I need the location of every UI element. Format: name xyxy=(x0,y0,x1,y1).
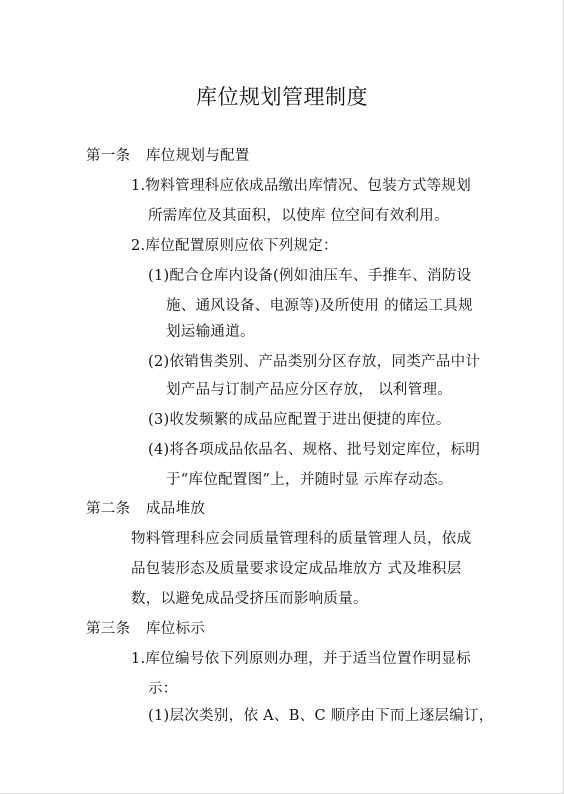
article-3-number: 第三条 xyxy=(86,621,131,637)
article-1-number: 第一条 xyxy=(86,148,131,164)
article-1-heading xyxy=(86,146,250,166)
document-title: 库位规划管理制度 xyxy=(196,85,368,109)
article-2-heading xyxy=(86,499,205,519)
article-1-line-7: (2)依销售类别、产品类别分区存放，同类产品中计 xyxy=(148,354,481,370)
article-3-title: 库位标示 xyxy=(146,621,206,637)
article-1-line-3: 2.库位配置原则应依下列规定： xyxy=(131,238,338,254)
article-1-line-8: 划产品与订制产品应分区存放， 以利管理。 xyxy=(166,382,453,398)
article-2-line-2: 品包装形态及质量要求设定成品堆放方 式及堆积层 xyxy=(131,561,462,577)
article-2-title: 成品堆放 xyxy=(146,501,206,517)
article-3-line-1: 1.库位编号依下列原则办理，并于适当位置作明显标 xyxy=(131,651,472,667)
article-3-line-2: 示： xyxy=(148,681,178,697)
article-1-line-6: 划运输通道。 xyxy=(166,324,255,340)
article-3-heading xyxy=(86,619,205,639)
article-2-number: 第二条 xyxy=(86,501,131,517)
article-1-title: 库位规划与配置 xyxy=(146,148,250,164)
article-1-line-1: 1.物料管理科应依成品缴出库情况、包装方式等规划 xyxy=(131,178,472,194)
article-1-line-4: (1)配合仓库内设备(例如油压车、手推车、消防设 xyxy=(148,268,472,284)
article-1-line-9: (3)收发频繁的成品应配置于进出便捷的库位。 xyxy=(148,412,451,428)
article-2-line-3: 数，以避免成品受挤压而影响质量。 xyxy=(131,591,368,607)
article-1-line-2: 所需库位及其面积，以使库 位空间有效利用。 xyxy=(148,208,449,224)
article-1-line-10: (4)将各项成品依品名、规格、批号划定库位，标明 xyxy=(148,442,481,458)
article-1-line-11: 于“库位配置图”上，并随时显 示库存动态。 xyxy=(166,472,453,488)
article-1-line-5: 施、通风设备、电源等)及所使用 的储运工具规 xyxy=(166,298,473,314)
article-2-line-1: 物料管理科应会同质量管理科的质量管理人员，依成 xyxy=(131,531,472,547)
article-3-line-3: (1)层次类别，依 A、B、C 顺序由下而上逐层编订， xyxy=(148,708,494,724)
